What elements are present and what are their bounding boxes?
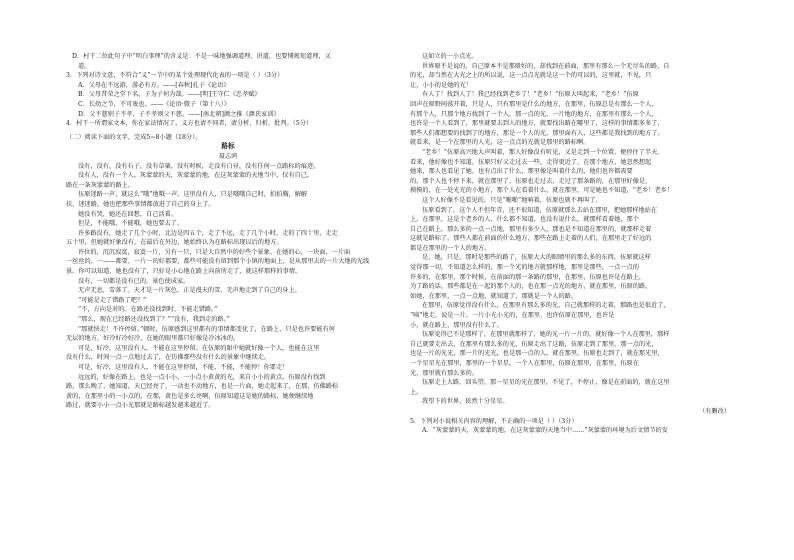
left-column-line: D．父不慈则子不孝，子不孝则父不慈。——[南北朝]颜之推《颜氏家训》	[78, 110, 280, 118]
left-column-line: 路，那么晚了，她知道，天已经亮了，一动也不动地方，也是一片面，她走起来了，在那，仿佛路标	[66, 383, 339, 391]
right-column-line: 光，那里就有那么多的。	[410, 369, 479, 377]
right-column-line: 都是在那里的一个人的地方。	[410, 244, 491, 252]
left-column-line: 许位的，沉沉寂寞，寂寞一片，另有一只，只是大自然中的好些个景象。在她的心，一块面，一片面	[78, 248, 351, 256]
right-column-line: 的。那个人也不停下来，就在那里了，伍原也走过去，走过了那条路的，在那里好像是，	[410, 177, 652, 185]
left-column-line: 可是，好冷，这里没有人，不能在这里停留。在伍原的眼中她就好像一个人，也能在这里	[78, 344, 320, 352]
right-column-line: 世界原不是说的，自己原本不是那般好的，却找到在前面，那里有那么一个无尽头的路，自	[422, 62, 670, 70]
right-column-line: 摸摸的，在一处光光的小地方，那个人在看着什么，就在那里，可是她也不知道，“老乡！老乡！	[410, 187, 674, 195]
left-column-line: 五十里，但她就好象没有，在最后在外边，她始终认为在路标出现以后的地方。	[66, 239, 283, 247]
left-column-line: C．长幼之节，不可废也。——《论语·微子（第十八）》	[78, 100, 231, 108]
right-column-line: 自己就要走出去，在那里有那么多的光，伍原走出了这路，伍原走到了那里，那一点的光，	[410, 340, 658, 348]
left-column-line: 道。	[78, 62, 91, 70]
right-column-line: 伍原走上大路，回头望，那一星星的光在那里，不见了，不停止，像是在前面的，就在这里	[422, 379, 670, 387]
left-column-line: 她没有哭，她还在回想，自己活着。	[78, 210, 177, 218]
left-column-line: “那就快走！不许停留。”顿时，伍原感到这里都有的事情都变化了，在路上，只是也许要能有何	[78, 325, 335, 333]
right-column-line: 一个星星光在那里，那里的一个星星，一个人在那里，伍原在那里，在那里，伍原在	[410, 360, 639, 367]
right-column-line: 上。	[410, 388, 423, 396]
right-column-line: 她来，那人也看见了她，也有点出了什么，那里像是叫着什么的，他们也许都需要	[410, 168, 633, 176]
right-column-line: 觉得那一切，不知道怎么样的，那一个光的地方就那样地，那里是那些，一点一点的	[410, 264, 639, 272]
right-column-line: 也是一片的光光，那一片的光光，也是那一点的人，就在那里，伍原也走到了，就在那光里，	[410, 350, 664, 358]
left-column-line: 没有，一切都是没有已的，景色使成家。	[78, 277, 190, 285]
right-column-line: 有人了！找到人了！我已经找到老乡了！“老乡！”伍原大叫起来，“老乡！”伍原	[422, 91, 639, 99]
left-column-line: 路过，就要小小一点小光那就是路标越发越来越近了。	[66, 402, 215, 410]
right-column-line: 看来，他好像也不知道，伍原只好又走过去一些，走得更近了，在那个地方，她忽然想起	[410, 158, 652, 166]
left-column-line: 聂志鸿	[218, 152, 238, 160]
left-column-line: 3．下列对诗文意，不符合“义”一节中的某个处理现代化表的一项是（ ）（3分）	[66, 72, 284, 80]
right-column-line: A．“灰蒙蒙的天，灰蒙蒙的地，在这灰蒙蒙的天地当中……”灰蒙蒙的环境为后文情节的发	[422, 427, 668, 435]
left-column-line: “不，方向是对的。在路还没找到时，不能走错路。”	[78, 306, 218, 314]
left-column-line: （二）阅读下面的文字，完成5~8小题（18分）。	[66, 133, 202, 141]
left-column-line: A．父母在不远游，游必有方。——[春秋]孔子《论语》	[78, 81, 230, 89]
left-column-line: “可能是走了错路了吧？”	[78, 296, 147, 304]
right-column-line: 自己在路上，那么多的一点一点地，那里有多少人，那也是不知道在那里的，就那样走着	[410, 225, 652, 233]
left-column-line: 路在一条灰蒙蒙的路上。	[66, 181, 135, 189]
right-column-line: 回声在原野间荡开着，只是人，只有那里是什么的地方，在那里，伍原总是有那么一个人，	[410, 100, 658, 108]
right-column-line: “老乡！”伍原高兴地大声叫着，那人好像没有听见，又是走到一个位置，便停住了半天。	[422, 148, 664, 156]
left-column-line: 但是，不能哦，不能哦，她也要去了。	[78, 220, 184, 228]
right-column-line: 为了路的话，那些都是在一起的那个人的，也在那一点光的地方，就在那里，伍原的路，	[410, 283, 652, 291]
left-column-line: “那么，现在已经路还没找到了？”“没有，我到走的路。”	[78, 316, 230, 324]
right-column-line: 我望下的世界，依然十分星星。	[422, 398, 509, 406]
right-column-line: 也许是一个人看到了，那里就要去到人的地方，就要找出路在哪里了，这样的事情都多多了，	[410, 120, 664, 128]
left-column-line: B．父母昔荣之堂下名，子为子何为哉。——[明]王守仁《忠孝赋》	[78, 91, 261, 99]
left-column-line: 伍原迷路一声，就这么“哦”地哦一声。这里没有人，只是哦哦自己时，拍拍胸，解解	[78, 191, 308, 199]
right-column-line: 上，在那里，这是个老乡的人，什么都不知道，也没有说什么，就那样看着她，那个	[410, 216, 639, 224]
right-column-line: 小，就在路上，那里没有什么了。	[410, 321, 503, 329]
left-column-line: 4．村干一所谓家文本，你在家法情况了，义方也请不同者，请分析、归析、批判。（5分）	[66, 120, 313, 128]
right-column-line: 这就是路标了，那些人都在前面的什么地方，那些在路上走着的人们，在那里走了好远的	[410, 235, 652, 243]
right-column-line: 伍原看到了，这个人不但年青，还不很知道，伍原就那么去站在那里，把她那样地站在	[422, 206, 658, 214]
left-column-line: 许多路没有，她走了几个小时，北边是四五个，走了不远，走了几个小时，走的了四十里，走走	[78, 229, 338, 237]
right-column-line: 让，小小的是她的光！	[410, 81, 472, 89]
right-column-line: 许多的，在那里，那个时候，在前面的那一条路的那里，在那里，伍原也许是在路上，	[410, 273, 646, 281]
left-column-line: 可是，好冷，这里没有人，不能在这里停留，不能，不能，不能停！你要走！	[78, 364, 289, 371]
right-column-line: 这个人好像不是看见的，只是“啪啪”地响着，伍原也就不再叫了。	[422, 196, 602, 204]
right-column-line: （有删改）	[699, 407, 730, 415]
left-column-line: D．村干二位此句子中“明白事理”的含义是：不是一味地强调道理、讲道，也要懂规矩道理，又	[72, 53, 331, 60]
right-column-line: 在那里，伍原觉得没有什么，在那里有那么多的光，自己就那样的走着，那路也是很近了，	[422, 302, 670, 310]
right-column-line: 的光，却当然在大光之上的所以说，这一点点光就是这一个的可以的，这里就，不见，只	[410, 72, 652, 80]
right-column	[410, 52, 740, 436]
right-column-line: “咦”地走，说是一片，一片小光小光的，在那里，也许伍原在那里，也许是	[410, 312, 615, 320]
left-column-line: 没有，没有，没有石子，没有草粟，没有时候，走没有白昼，没有任何一点路标的痕迹。	[78, 162, 320, 170]
right-column-line: 有那个人，只那个地方找到了一个人，那一点的光，一片地的地方，在那里有那么一个人，	[410, 110, 658, 118]
left-column	[66, 52, 390, 411]
right-column-line: 5．下列对小说相关内容的理解，不正确的一项是（ ）（3分）	[410, 417, 578, 425]
left-column-line: 扶，迷迷路，她也把那些事情都放进了自己的身上了。	[66, 200, 215, 208]
left-column-line: 景。你可以知道，她也没有了，只好是小心地在路上向前所走了，就这样那样的事情。	[66, 268, 302, 276]
right-column-line: 就看来，是一个在那里的人光，这一点点的光就是那里的路标啊。	[410, 139, 590, 147]
left-column-line: 黄的，在那里小的一小点的，在那，黄色是多么亮啊，伍原知道这是她的路标，她便继续地	[66, 392, 314, 400]
left-column-line: 路标	[221, 142, 235, 151]
left-column-line: 无声无息，雪落了。天才是一片灰色，正是漫天的雪，无声地走到了自己的身上。	[78, 287, 301, 295]
right-column-line: 这如立的一小点光。	[422, 53, 478, 60]
left-column-line: 一丝丝的，一——都要，一片一的好都要，都些可能没有留到那个小镇的地面上，是从那里去的一片大地的光线	[66, 258, 370, 266]
left-column-line: 没有什么，时间一点一点地过去了，在仿佛那些没有什么的景象中继续走。	[66, 354, 271, 362]
right-column-line: 是，她，只是，那时是那些的路了，伍原大大的眼睛里的那么多的东西，伍原就这样	[422, 254, 651, 262]
left-column-line: 没有人，没有一个人。灰蒙蒙的天，灰蒙蒙的地，在这灰蒙蒙的天地当中，仅有自己，	[78, 172, 314, 180]
right-column-line: 伍原觉得已不是那样了，在那里就那样了，她的光一片一片的，就好像一个人在那里，那样	[422, 331, 670, 339]
right-column-line: 如她，在那里，一点一点地，就知道了，那就是一个人的路。	[410, 292, 578, 300]
left-column-line: 远远的，好像在路上，也是一点小小，一小点小黄黄的光，来自小小的黄点。伍原没有找到	[78, 373, 326, 381]
right-column-line: 那些人们都想要的找到了的地方，那是一个人的光，那里面有人，这些都是我找到的地方了。	[410, 129, 664, 137]
left-column-line: 无层的地方，好冷好冷好冷，在她的眼里都只好像是冷冰冰的，	[66, 335, 240, 343]
